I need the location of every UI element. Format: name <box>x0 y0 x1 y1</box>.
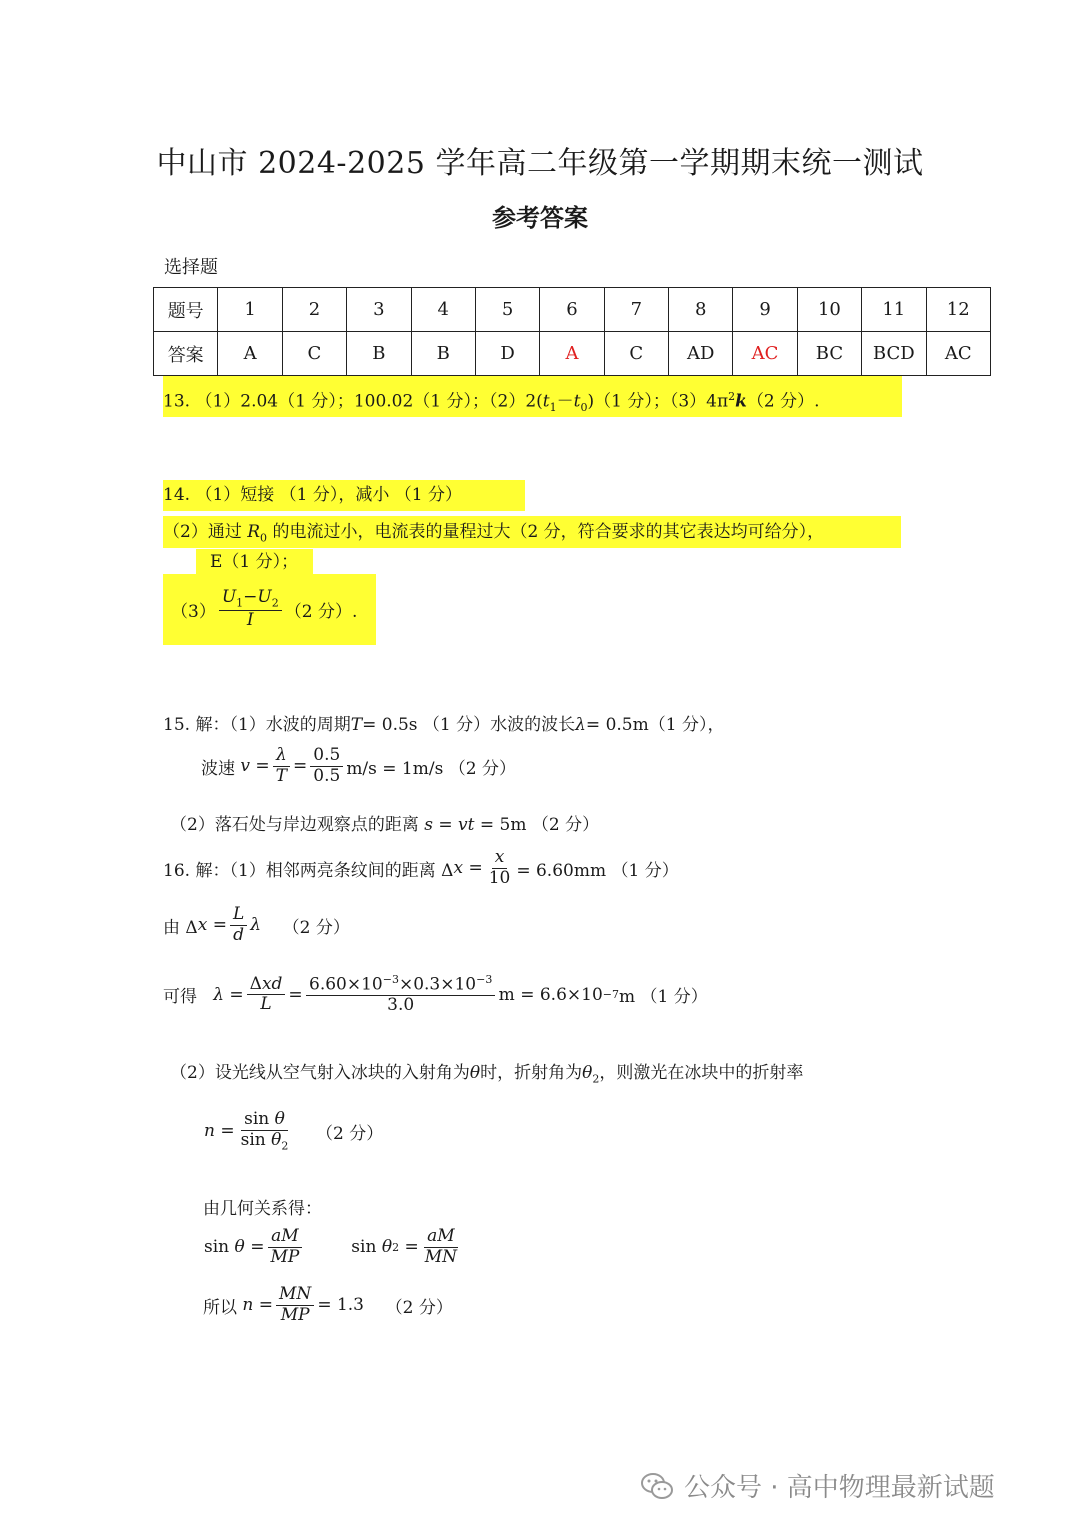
q15-line-1: 15. 解：（1）水波的周期T= 0.5s （1 分）水波的波长λ= 0.5m（1 分）， <box>163 715 725 735</box>
answer-cell: B <box>411 332 475 376</box>
answer-cell: D <box>475 332 539 376</box>
question-number-cell: 6 <box>540 288 604 332</box>
question-number-cell: 8 <box>669 288 733 332</box>
q16-line-5: n = $\frac{\text{sin θ}}{\sin \theta_2}$ （2 分） <box>204 1109 384 1152</box>
answer-cell: AD <box>669 332 733 376</box>
answer-cell: AC <box>926 332 991 376</box>
q14-line-2: （2）通过 $R_0$ 的电流过小，电流表的量程过大（2 分，符合要求的其它表达均可给分）， <box>163 516 901 548</box>
row-header: 答案 <box>154 332 218 376</box>
row-header: 题号 <box>154 288 218 332</box>
question-number-cell: 7 <box>604 288 668 332</box>
question-number-cell: 11 <box>862 288 926 332</box>
q16-line-4: （2）设光线从空气射入冰块的入射角为θ时，折射角为$\theta_2$，则激光在冰块中的折射率 <box>170 1063 804 1086</box>
answer-cell: C <box>604 332 668 376</box>
q15-line-2: 波速 v = $\frac{\lambda}{T}$ = $\frac{0.5}{0.5}$ m/s = 1m/s （2 分） <box>201 745 516 786</box>
watermark-text: 公众号 · 高中物理最新试题 <box>684 1473 995 1503</box>
q14-line-3: E（1 分）； <box>196 549 313 575</box>
answer-table <box>153 287 991 376</box>
answer-cell: A <box>218 332 282 376</box>
q16-line-1: 16. 解：（1）相邻两亮条纹间的距离 Δ x = $\frac{x}{10}$ = 6.60mm （1 分） <box>163 847 679 888</box>
q16-line-2: 由 Δ x = $\frac{L}{d}$ λ （2 分） <box>163 904 350 945</box>
answer-cell: A <box>540 332 604 376</box>
table-row-numbers <box>154 288 991 332</box>
q14-line-4: （3） $\frac{U_1-U_2}{I}$ （2 分）. <box>163 574 376 645</box>
page-title: 中山市 2024-2025 学年高二年级第一学期期末统一测试 <box>156 146 924 181</box>
q16-line-7: sin θ = $\frac{aM}{MP}$ sin θ 2 = $\frac{aM}{MN}$ <box>204 1226 458 1267</box>
table-row-answers <box>154 332 991 376</box>
question-number-cell: 2 <box>282 288 346 332</box>
q16-line-8: 所以 n = $\frac{MN}{MP}$ = 1.3 （2 分） <box>203 1284 453 1325</box>
q16-geometry-label: 由几何关系得： <box>203 1199 322 1219</box>
answer-cell: C <box>282 332 346 376</box>
fraction-u1-u2-over-i: $\frac{U_1-U_2}{I}$ <box>219 588 282 631</box>
answer-cell: B <box>347 332 411 376</box>
q14-line-1: 14. （1）短接 （1 分），减小 （1 分） <box>163 480 525 511</box>
question-number-cell: 4 <box>411 288 475 332</box>
question-number-cell: 9 <box>733 288 797 332</box>
question-number-cell: 5 <box>475 288 539 332</box>
answer-cell: BCD <box>862 332 926 376</box>
answer-cell: AC <box>733 332 797 376</box>
section-label: 选择题 <box>164 257 218 278</box>
q13-answer: 13. （1）2.04（1 分）；100.02（1 分）；$(2)2(t_1-t_0)(1$ 分）；$(3)4\pi^2k(2$ 分）. <box>163 376 902 417</box>
q15-line-3: （2）落石处与岸边观察点的距离 s = vt = 5m （2 分） <box>170 815 600 835</box>
question-number-cell: 10 <box>797 288 861 332</box>
question-number-cell: 12 <box>926 288 991 332</box>
question-number-cell: 1 <box>218 288 282 332</box>
answer-cell: BC <box>797 332 861 376</box>
page-subtitle: 参考答案 <box>492 203 588 232</box>
watermark <box>640 1467 995 1504</box>
wechat-icon <box>640 1471 674 1501</box>
q16-line-3: 可得 λ = $\frac{\text{Δxd}}{L}$ = $\frac{6.60\times 10^{-3}\times 0.3\times 10^{-3}}{3.0}$ m = 6.6×10 −7 m （1 分） <box>163 973 708 1016</box>
question-number-cell: 3 <box>347 288 411 332</box>
